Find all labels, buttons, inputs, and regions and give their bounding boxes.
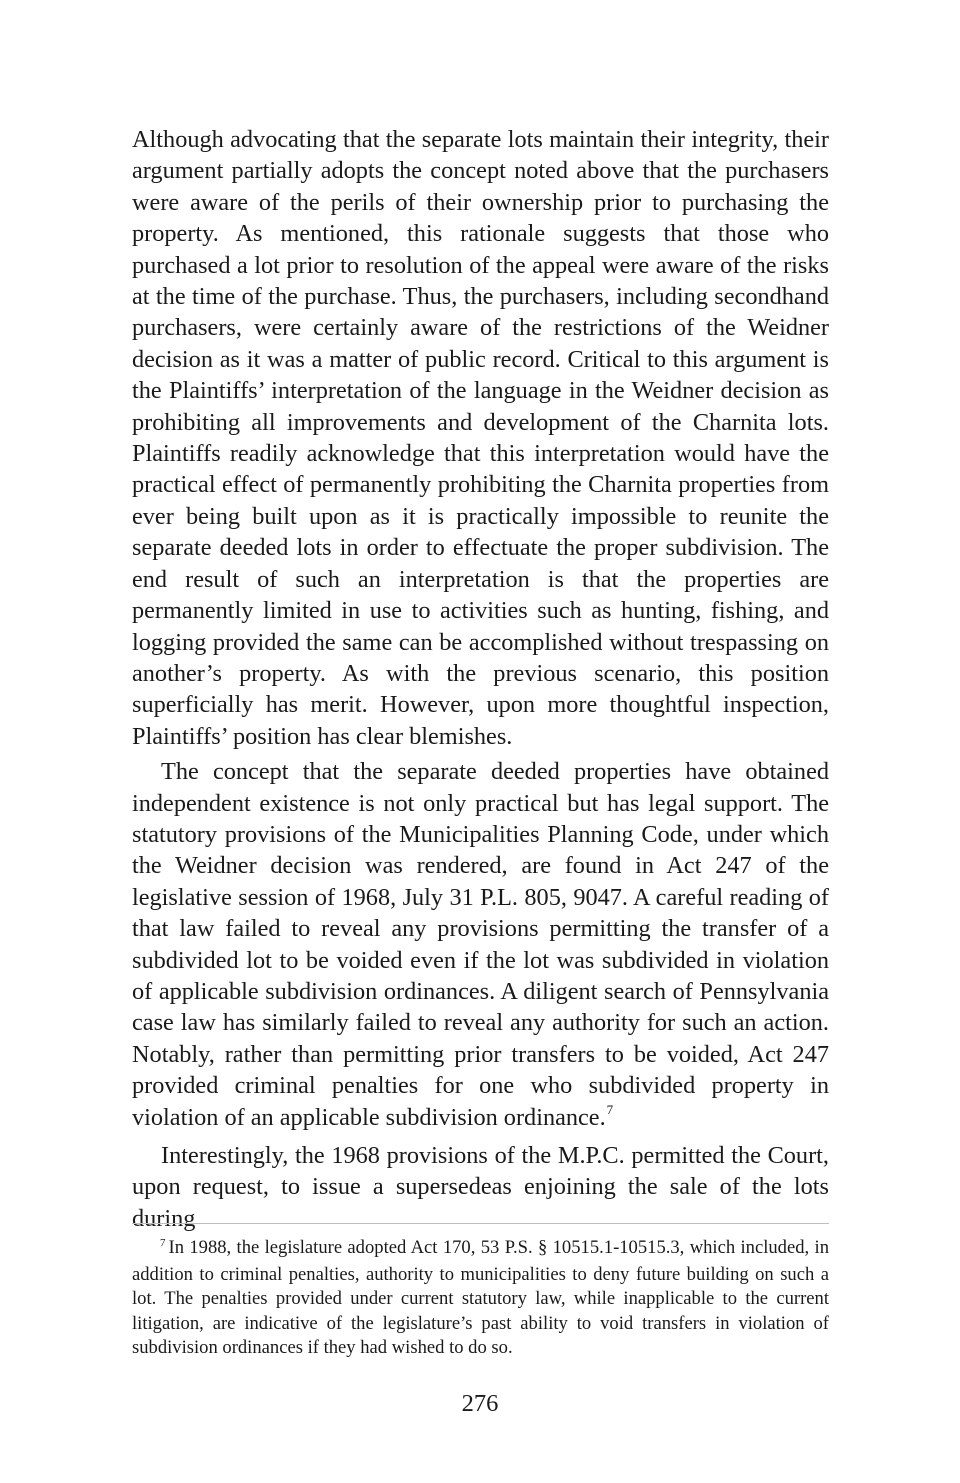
footnote-text: In 1988, the legislature adopted Act 170, 53 P.S. § 10515.1-10515.3, which included, in addition to criminal penalties, authority to municipalities to deny future building on such a lot. The penalties provided under current statutory law, while inapplicable to the current litigation, are indicative of the legislature’s past ability to void transfers in violation of subdivision ordinances if they had wished to do so. [132, 1237, 829, 1359]
footnote-divider [132, 1223, 829, 1224]
page-body [132, 124, 829, 1234]
page-number: 276 [461, 1390, 499, 1417]
body-paragraph-2-text: The concept that the separate deeded properties have obtained independent existence is not only practical but has legal support. The statutory provisions of the Municipalities Planning Code, under which the Weidner decision was rendered, are found in Act 247 of the legislative session of 1968, July 31 P.L. 805, 9047. A careful reading of that law failed to reveal any provisions permitting the transfer of a subdivided lot to be voided even if the lot was subdivided in violation of applicable subdivision ordinances. A diligent search of Pennsylvania case law has similarly failed to reveal any authority for such an action. Notably, rather than permitting prior transfers to be voided, Act 247 provided criminal penalties for one who subdivided property in violation of an applicable subdivision ordinance. [132, 758, 829, 1131]
footnote-marker: 7 [160, 1237, 166, 1249]
body-paragraph-3: Interestingly, the 1968 provisions of the M.P.C. permitted the Court, upon request, to issue a supersedeas enjoining the sale of the lots during [132, 1142, 829, 1232]
body-paragraph-1: Although advocating that the separate lots maintain their integrity, their argument partially adopts the concept noted above that the purchasers were aware of the perils of their ownership prior to purchasing the property. As mentioned, this rationale suggests that those who purchased a lot prior to resolution of the appeal were aware of the risks at the time of the purchase. Thus, the purchasers, including secondhand purchasers, were certainly aware of the restrictions of the Weidner decision as it was a matter of public record. Critical to this argument is the Plaintiffs’ interpretation of the language in the Weidner decision as prohibiting all improvements and development of the Charnita lots. Plaintiffs readily acknowledge that this interpretation would have the practical effect of permanently prohibiting the Charnita properties from ever being built upon as it is practically impossible to reunite the separate deeded lots in order to effectuate the proper subdivision. The end result of such an interpretation is that the properties are permanently limited in use to activities such as hunting, fishing, and logging provided the same can be accomplished without trespassing on another’s property. As with the previous scenario, this position superficially has merit. However, upon more thoughtful inspection, Plaintiffs’ position has clear blemishes. [132, 126, 829, 750]
footnote [132, 1236, 829, 1361]
footnote-reference: 7 [606, 1101, 614, 1117]
body-paragraph-2 [132, 756, 829, 1136]
